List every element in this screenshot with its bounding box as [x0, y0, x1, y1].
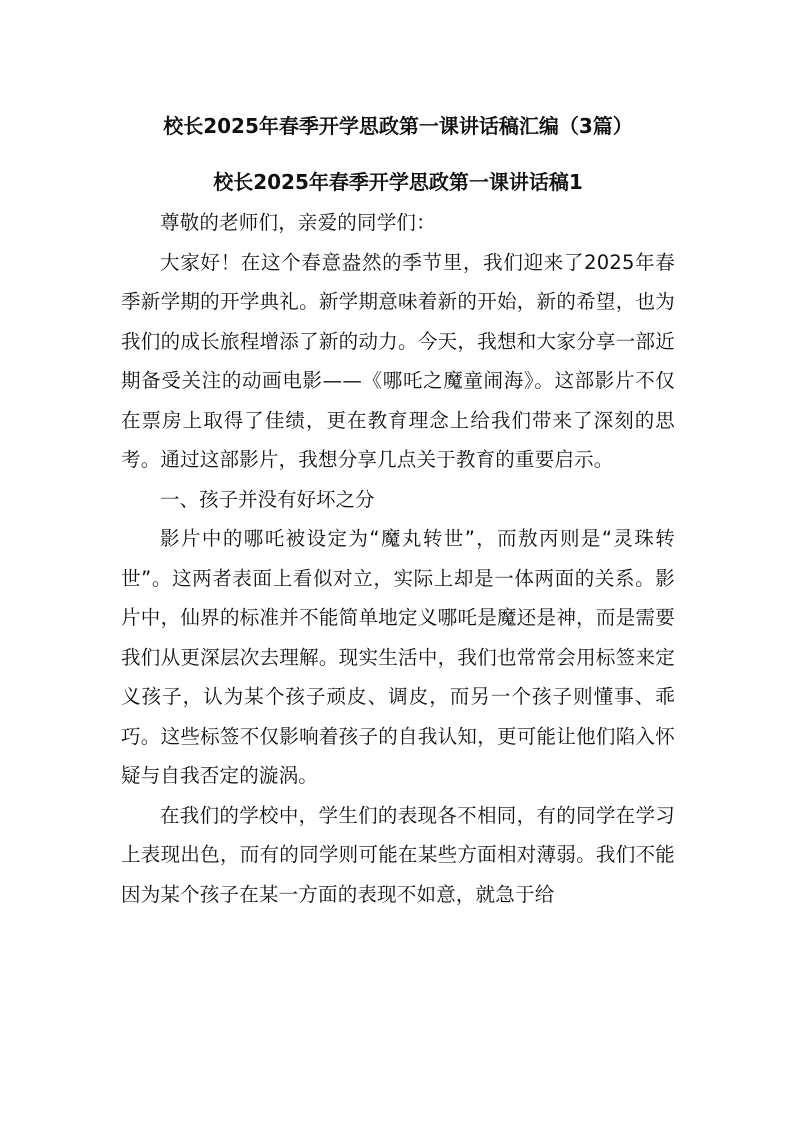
speech-title: 校长2025年春季开学思政第一课讲话稿1 — [213, 170, 583, 194]
section-paragraph: 在我们的学校中，学生们的表现各不相同，有的同学在学习上表现出色，而有的同学则可能在某些方面相对薄弱。我们不能因为某个孩子在某一方面的表现不如意，就急于给 — [121, 803, 675, 906]
section-paragraph: 影片中的哪吒被设定为“魔丸转世”，而敖丙则是“灵珠转世”。这两者表面上看似对立，实际上却是一体两面的关系。影片中，仙界的标准并不能简单地定义哪吒是魔还是神，而是需要我们从更深层次去理解。现实生活中，我们也常常会用标签来定义孩子，认为某个孩子顽皮、调皮，而另一个孩子则懂事、乖巧。这些标签不仅影响着孩子的自我认知，更可能让他们陷入怀疑与自我否定的漩涡。 — [121, 527, 675, 787]
salutation: 尊敬的老师们，亲爱的同学们： — [160, 211, 436, 234]
section-heading: 一、孩子并没有好坏之分 — [160, 487, 375, 511]
document-content — [121, 108, 675, 914]
intro-paragraph: 大家好！在这个春意盎然的季节里，我们迎来了2025年春季新学期的开学典礼。新学期意味着新的开始，新的希望，也为我们的成长旅程增添了新的动力。今天，我想和大家分享一部近期备受关注的动画电影——《哪吒之魔童闹海》。这部影片不仅在票房上取得了佳绩，更在教育理念上给我们带来了深刻的思考。通过这部影片，我想分享几点关于教育的重要启示。 — [121, 250, 675, 471]
document-title: 校长2025年春季开学思政第一课讲话稿汇编（3篇） — [163, 114, 633, 138]
speech-body — [121, 203, 675, 914]
